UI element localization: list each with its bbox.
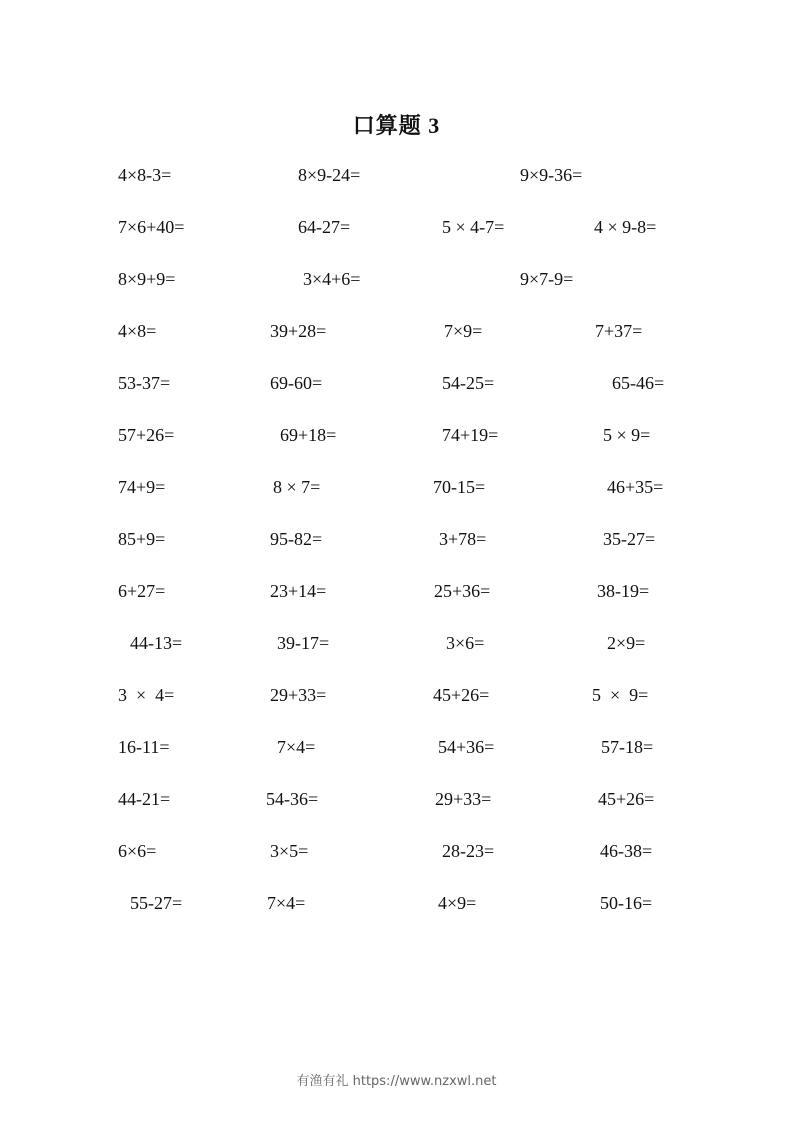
math-problem: 95-82= <box>270 529 323 549</box>
math-problem: 50-16= <box>600 893 653 913</box>
math-problem: 9×9-36= <box>520 165 583 185</box>
math-problem: 74+9= <box>118 477 166 497</box>
math-problem: 35-27= <box>603 529 656 549</box>
math-problem: 46-38= <box>600 841 653 861</box>
math-problem: 3 × 4= <box>118 685 175 705</box>
math-problem: 6+27= <box>118 581 166 601</box>
footer-watermark: 有渔有礼 https://www.nzxwl.net <box>296 1074 497 1089</box>
math-problem: 8×9+9= <box>118 269 176 289</box>
math-problem: 4×8-3= <box>118 165 172 185</box>
math-problem: 69-60= <box>270 373 323 393</box>
math-problem: 44-13= <box>130 633 183 653</box>
math-problem: 54-25= <box>442 373 495 393</box>
math-problem: 5 × 9= <box>592 685 649 705</box>
math-problem: 8×9-24= <box>298 165 361 185</box>
math-problem: 55-27= <box>130 893 183 913</box>
math-problem: 85+9= <box>118 529 166 549</box>
page-title: 口算题 3 <box>352 113 441 138</box>
math-problem: 7×4= <box>267 893 306 913</box>
math-problem: 2×9= <box>607 633 646 653</box>
math-problem: 74+19= <box>442 425 499 445</box>
math-problem: 28-23= <box>442 841 495 861</box>
math-problem: 6×6= <box>118 841 157 861</box>
math-problem: 5 × 9= <box>603 425 651 445</box>
math-problem: 7×9= <box>444 321 483 341</box>
math-problem: 16-11= <box>118 737 170 757</box>
math-problem: 54-36= <box>266 789 319 809</box>
math-problem: 64-27= <box>298 217 351 237</box>
math-problem: 3×6= <box>446 633 485 653</box>
math-problem: 38-19= <box>597 581 650 601</box>
math-problem: 53-37= <box>118 373 171 393</box>
math-problem: 45+26= <box>433 685 490 705</box>
math-problem: 57-18= <box>601 737 654 757</box>
math-problem: 9×7-9= <box>520 269 574 289</box>
math-problem: 54+36= <box>438 737 495 757</box>
math-problem: 29+33= <box>270 685 327 705</box>
math-problem: 69+18= <box>280 425 337 445</box>
math-problem: 39-17= <box>277 633 330 653</box>
math-problem: 7×6+40= <box>118 217 185 237</box>
math-problem: 4×8= <box>118 321 157 341</box>
math-problem: 23+14= <box>270 581 327 601</box>
math-problem: 7+37= <box>595 321 643 341</box>
math-problem: 45+26= <box>598 789 655 809</box>
math-problem: 3+78= <box>439 529 487 549</box>
math-problem: 4×9= <box>438 893 477 913</box>
math-problem: 25+36= <box>434 581 491 601</box>
math-problem: 8 × 7= <box>273 477 321 497</box>
math-problem: 5 × 4-7= <box>442 217 505 237</box>
math-problem: 57+26= <box>118 425 175 445</box>
math-problem: 46+35= <box>607 477 664 497</box>
math-problem: 44-21= <box>118 789 171 809</box>
math-problem: 39+28= <box>270 321 327 341</box>
math-problem: 70-15= <box>433 477 486 497</box>
math-problem: 65-46= <box>612 373 665 393</box>
math-problem: 29+33= <box>435 789 492 809</box>
math-problem: 7×4= <box>277 737 316 757</box>
math-problem: 3×5= <box>270 841 309 861</box>
math-problem: 3×4+6= <box>303 269 361 289</box>
math-problem: 4 × 9-8= <box>594 217 657 237</box>
